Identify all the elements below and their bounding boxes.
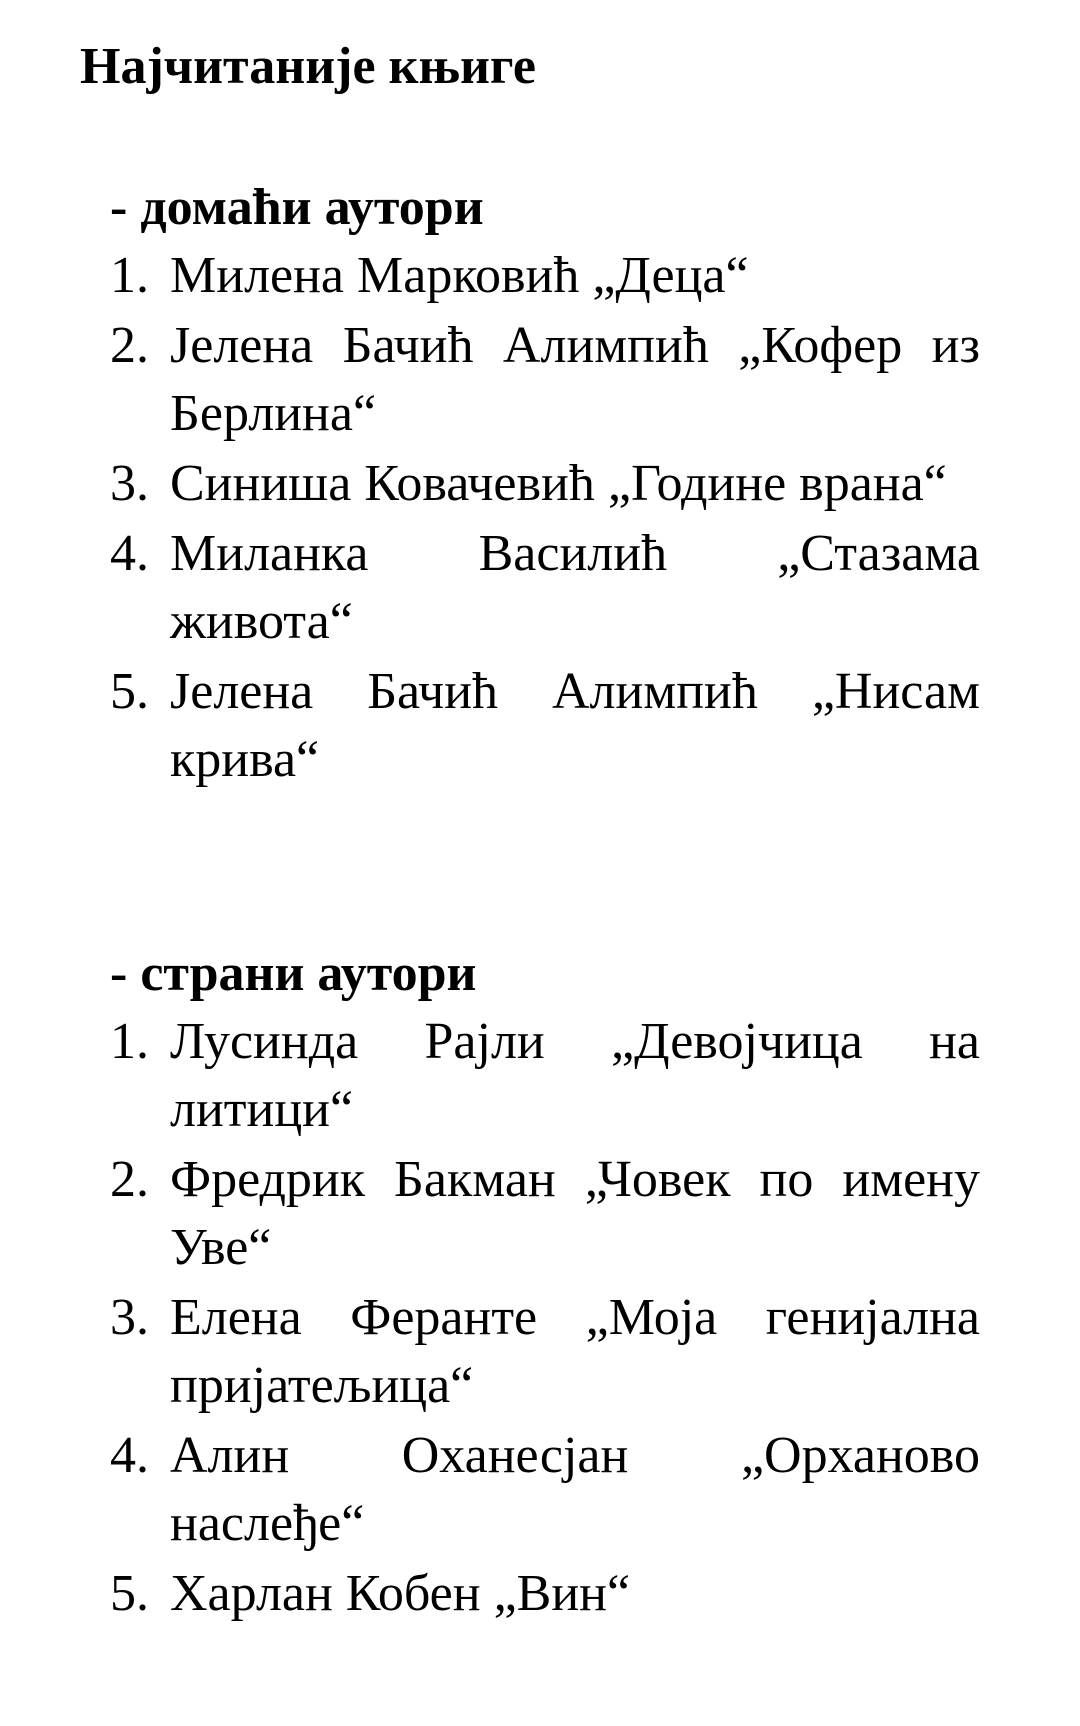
list-item bbox=[110, 242, 980, 310]
book-entry bbox=[142, 1560, 980, 1628]
author-name: Лусинда Рајли bbox=[170, 1013, 545, 1070]
author-name: Алин Оханесјан bbox=[170, 1427, 629, 1484]
book-title: „Моја генијална пријатељица“ bbox=[170, 1289, 980, 1414]
item-number: 4. bbox=[110, 525, 149, 582]
book-title: „Стазама живота“ bbox=[170, 525, 980, 650]
author-name: Јелена Бачић Алимпић bbox=[170, 663, 758, 720]
item-number: 5. bbox=[110, 1565, 149, 1622]
page-title: Најчитаније књиге bbox=[80, 38, 536, 95]
book-entry bbox=[142, 450, 980, 518]
book-entry bbox=[142, 1284, 980, 1420]
book-title: „Деца“ bbox=[592, 247, 749, 304]
list-item bbox=[110, 520, 980, 656]
book-list bbox=[110, 242, 980, 794]
book-title: „Човек по имену Уве“ bbox=[170, 1151, 981, 1276]
section-heading: - страни аутори bbox=[110, 945, 477, 1002]
list-item bbox=[110, 1008, 980, 1144]
book-title: „Орханово наслеђе“ bbox=[170, 1427, 980, 1552]
section-heading: - домаћи аутори bbox=[110, 179, 484, 236]
item-number: 1. bbox=[110, 247, 149, 304]
book-entry bbox=[142, 520, 980, 656]
item-number: 5. bbox=[110, 663, 149, 720]
book-entry bbox=[142, 312, 980, 448]
section-domestic-authors bbox=[110, 174, 980, 796]
list-item bbox=[110, 1560, 980, 1628]
list-item bbox=[110, 1422, 980, 1558]
author-name: Милена Марковић bbox=[170, 247, 580, 304]
list-item bbox=[110, 1146, 980, 1282]
item-number: 3. bbox=[110, 1289, 149, 1346]
author-name: Фредрик Бакман bbox=[170, 1151, 556, 1208]
author-name: Миланка Василић bbox=[170, 525, 668, 582]
item-number: 2. bbox=[110, 1151, 149, 1208]
book-title: „Кофер из Берлина“ bbox=[170, 317, 980, 442]
book-title: „Девојчица на литици“ bbox=[170, 1013, 980, 1138]
book-list bbox=[110, 1008, 980, 1628]
book-title: „Године врана“ bbox=[607, 455, 947, 512]
book-entry bbox=[142, 658, 980, 794]
book-entry bbox=[142, 1008, 980, 1144]
author-name: Елена Феранте bbox=[170, 1289, 538, 1346]
author-name: Јелена Бачић Алимпић bbox=[170, 317, 709, 374]
book-entry bbox=[142, 1146, 980, 1282]
author-name: Харлан Кобен bbox=[170, 1565, 481, 1622]
book-entry bbox=[142, 242, 980, 310]
item-number: 3. bbox=[110, 455, 149, 512]
author-name: Синиша Ковачевић bbox=[170, 455, 595, 512]
item-number: 1. bbox=[110, 1013, 149, 1070]
list-item bbox=[110, 1284, 980, 1420]
section-foreign-authors bbox=[110, 940, 980, 1630]
list-item bbox=[110, 450, 980, 518]
book-title: „Нисам крива“ bbox=[170, 663, 981, 788]
list-item bbox=[110, 658, 980, 794]
book-title: „Вин“ bbox=[493, 1565, 631, 1622]
item-number: 4. bbox=[110, 1427, 149, 1484]
item-number: 2. bbox=[110, 317, 149, 374]
book-entry bbox=[142, 1422, 980, 1558]
list-item bbox=[110, 312, 980, 448]
